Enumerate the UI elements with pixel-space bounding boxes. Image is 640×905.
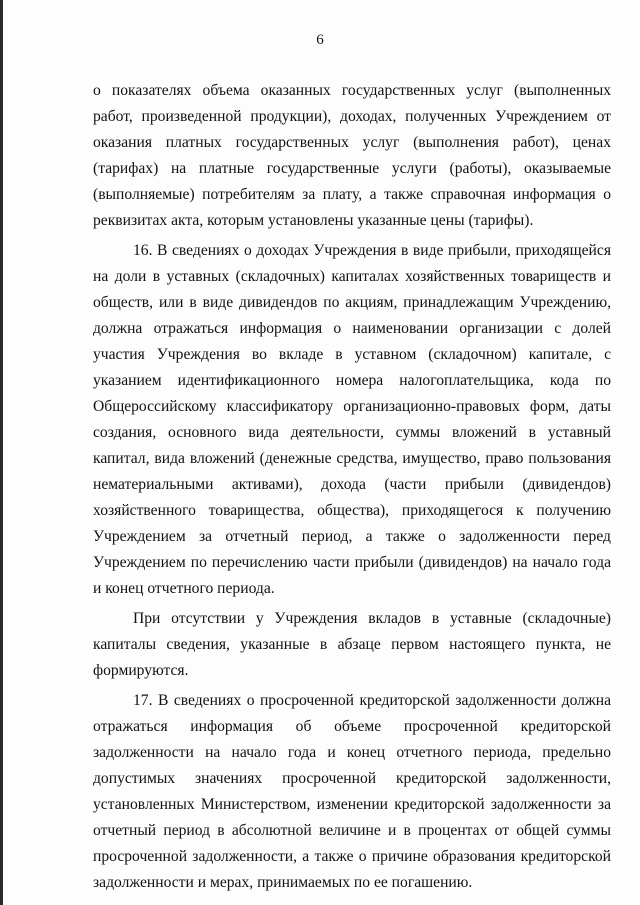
paragraph-item-16: 16. В сведениях о доходах Учреждения в виде прибыли, приходящейся на доли в уставных (складочных) капиталах хозяйственных товариществ и обществ, или в виде дивидендов по акциям, принадлежащим Учреждению, должна отражаться информация о наименовании организации с долей участия Учреждения во вкладе в уставном (складочном) капитале, с указанием идентификационного номера налогоплательщика, кода по Общероссийскому классификатору организационно-правовых форм, даты создания, основного вида деятельности, суммы вложений в уставный капитал, вида вложений (денежные средства, имущество, право пользования нематериальными активами), дохода (части прибыли (дивидендов) хозяйственного товарищества, общества), приходящегося к получению Учреждением за отчетный период, а также о задолженности перед Учреждением по перечислению части прибыли (дивидендов) на начало года и конец отчетного периода. bbox=[93, 242, 611, 597]
document-body bbox=[93, 78, 611, 896]
scan-edge bbox=[0, 0, 3, 905]
page-number: 6 bbox=[316, 32, 324, 48]
paragraph-no-contributions: При отсутствии у Учреждения вкладов в уставные (складочные) капиталы сведения, указанные в абзаце первом настоящего пункта, не формируются. bbox=[93, 610, 611, 679]
paragraph-item-17: 17. В сведениях о просроченной кредиторской задолженности должна отражаться информация об объеме просроченной кредиторской задолженности на начало года и конец отчетного периода, предельно допустимых значениях просроченной кредиторской задолженности, установленных Министерством, изменении кредиторской задолженности за отчетный период в абсолютной величине и в процентах от общей суммы просроченной задолженности, а также о причине образования кредиторской задолженности и мерах, принимаемых по ее погашению. bbox=[93, 692, 611, 891]
paragraph-continuation: о показателях объема оказанных государственных услуг (выполненных работ, произведенной продукции), доходах, полученных Учреждением от оказания платных государственных услуг (выполнения работ), ценах (тарифах) на платные государственные услуги (работы), оказываемые (выполняемые) потребителям за плату, а также справочная информация о реквизитах акта, которым установлены указанные цены (тарифы). bbox=[93, 82, 611, 229]
